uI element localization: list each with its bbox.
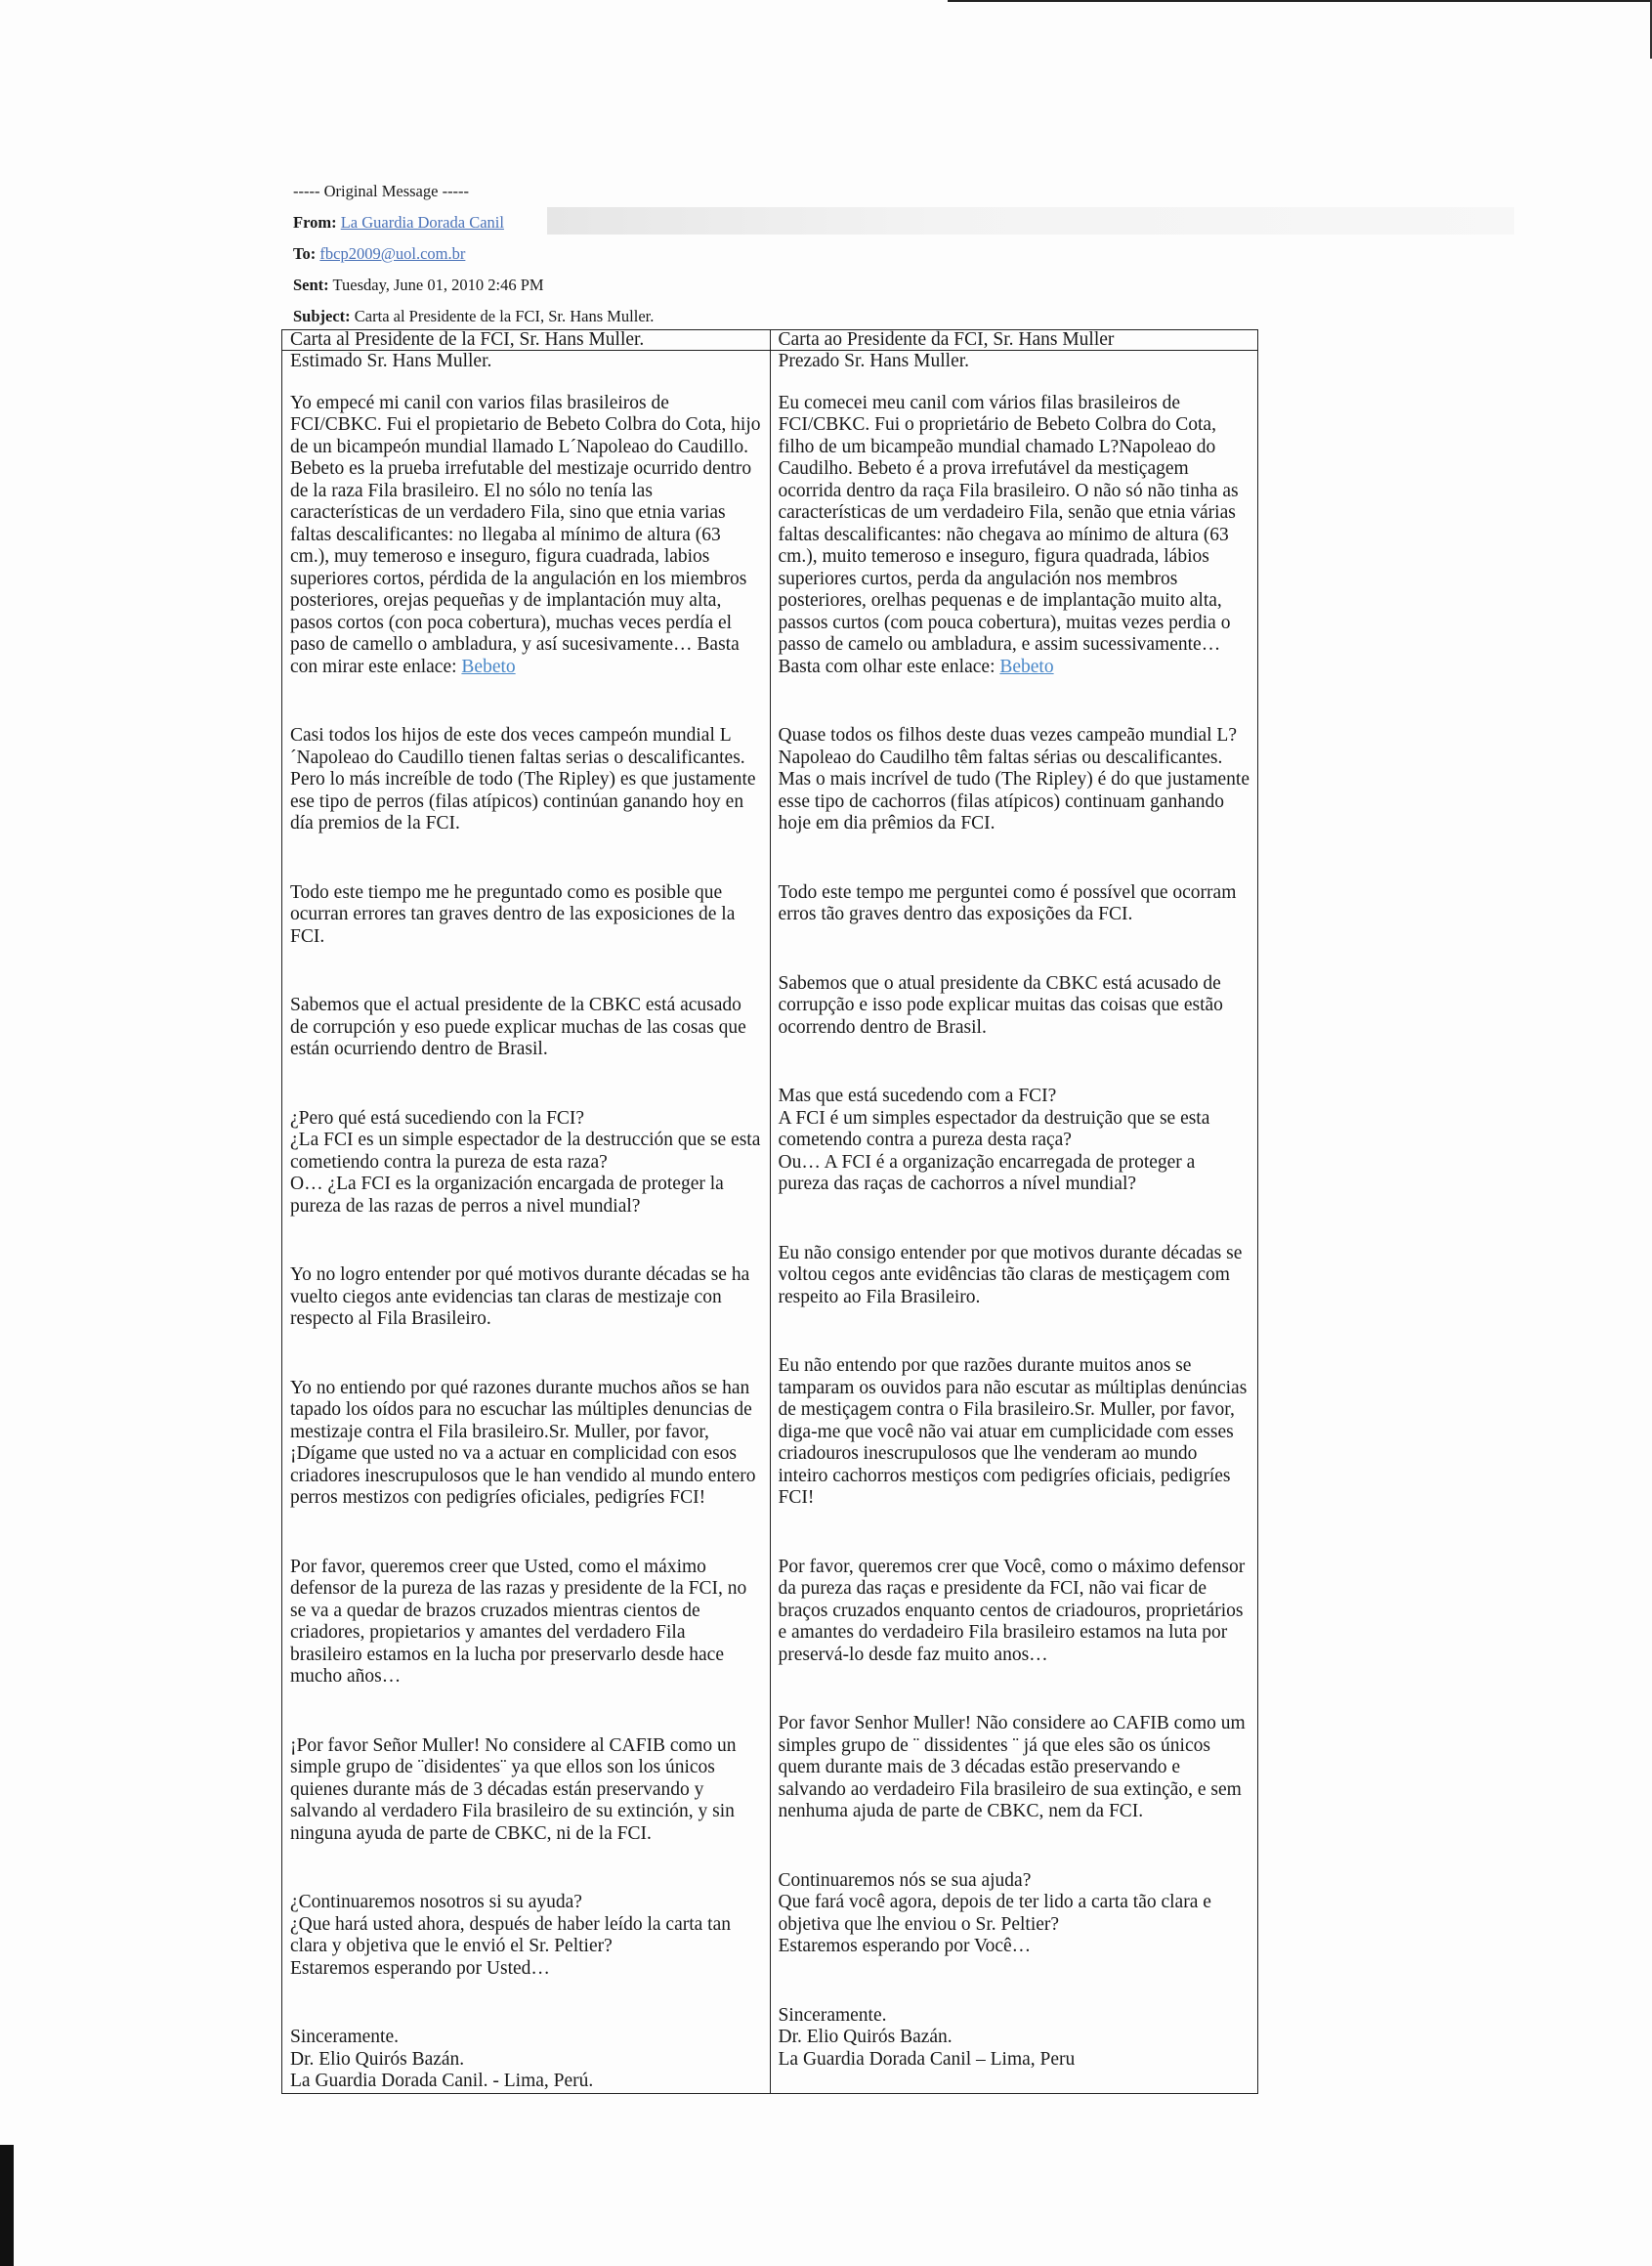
signature-pt-line-1: Sinceramente. [778, 2004, 887, 2026]
original-message-separator: ----- Original Message ----- [293, 182, 470, 200]
paragraph-es-10-line-2: ¿Que hará usted ahora, después de haber leído la carta tan clara y objetiva que le envió el Sr. Peltier? [290, 1913, 731, 1956]
bebeto-link-es[interactable]: Bebeto [461, 656, 516, 677]
paragraph-pt-1 [779, 393, 1250, 679]
paragraph-es-8: Por favor, queremos creer que Usted, como el máximo defensor de la pureza de las razas y presidente de la FCI, no se va a quedar de brazos cruzados mientras cientos de criadores, propietarios y amantes del verdadero Fila brasileiro estamos en la lucha por preservarlo desde hace mucho años… [290, 1556, 747, 1687]
bebeto-link-pt[interactable]: Bebeto [999, 656, 1054, 677]
paragraph-es-5-line-1: ¿Pero qué está sucediendo con la FCI? [290, 1107, 585, 1129]
paragraph-pt-5-line-2: A FCI é um simples espectador da destruição que se esta cometendo contra a pureza desta raça? [778, 1107, 1210, 1150]
paragraph-es-6: Yo no logro entender por qué motivos durante décadas se ha vuelto ciegos ante evidencias tan claras de mestizaje con respecto al Fila Brasileiro. [290, 1264, 750, 1329]
paragraph-pt-3: Todo este tempo me perguntei como é possível que ocorram erros tão graves dentro das exposições da FCI. [778, 881, 1237, 924]
letter-title-row [282, 330, 1258, 351]
paragraph-pt-8: Por favor, queremos crer que Você, como o máximo defensor da pureza das raças e presidente da FCI, não vai ficar de braços cruzados enquanto centos de criadouros, proprietários e amantes do verdadeiro Fila brasileiro estamos na luta por preservá-lo desde faz muito anos… [778, 1556, 1246, 1665]
letter-title-es: Carta al Presidente de la FCI, Sr. Hans Muller. [282, 330, 771, 351]
letter-body-row [282, 351, 1258, 2094]
subject-label: Subject: [293, 307, 351, 325]
paragraph-es-4: Sabemos que el actual presidente de la CBKC está acusado de corrupción y eso puede explicar muchas de las cosas que están ocurriendo dentro de Brasil. [290, 995, 746, 1059]
scan-edge-top [948, 0, 1651, 2]
letter-table [281, 329, 1258, 2094]
signature-es-line-2: Dr. Elio Quirós Bazán. [290, 2048, 465, 2070]
signature-pt-line-2: Dr. Elio Quirós Bazán. [778, 2027, 953, 2047]
paragraph-pt-9: Por favor Senhor Muller! Não considere ao CAFIB como um simples grupo de ¨ dissidentes ¨ já que eles são os únicos quem durante mais de 3 décadas estão preservando e salvando ao verdadeiro Fila brasileiro de sua extinção, e sem nenhuma ajuda de parte de CBKC, nem da FCI. [778, 1713, 1246, 1821]
letter-body-es [282, 351, 771, 2094]
paragraph-es-10-line-3: Estaremos esperando por Usted… [290, 1957, 550, 1979]
signature-pt [779, 2005, 1250, 2072]
paragraph-pt-10-line-3: Estaremos esperando por Você… [778, 1936, 1032, 1956]
paragraph-es-5-line-3: O… ¿La FCI es la organización encargada de proteger la pureza de las razas de perros a nivel mundial? [290, 1174, 724, 1217]
letter-title-pt: Carta ao Presidente da FCI, Sr. Hans Muller [770, 330, 1258, 351]
signature-es-line-3: La Guardia Dorada Canil. - Lima, Perú. [290, 2071, 594, 2091]
paragraph-es-2: Casi todos los hijos de este dos veces campeón mundial L´Napoleao do Caudillo tienen faltas serias o descalificantes. Pero lo más increíble de todo (The Ripley) es que justamente ese tipo de perros (filas atípicos) continúan ganando hoy en día premios de la FCI. [290, 725, 756, 834]
paragraph-es-1-text: Yo empecé mi canil con varios filas brasileiros de FCI/CBKC. Fui el propietario de Bebeto Colbra do Cota, hijo de un bicampeón mundial llamado L´Napoleao do Caudillo. Bebeto es la prueba irrefutable del mestizaje ocurrido dentro de la raza Fila brasileiro. El no sólo no tenía las características de un verdadero Fila, sino que etnia varias faltas descalificantes: no llegaba al mínimo de altura (63 cm.), muy temeroso e inseguro, figura cuadrada, labios superiores cortos, pérdida de la angulación en los miembros posteriores, orejas pequeñas y de implantación muy alta, pasos cortos (con poca cobertura), muchas veces perdía el paso de camello o ambladura, y así sucesivamente… Basta con mirar este enlace: [290, 392, 761, 677]
paragraph-pt-10-line-1: Continuaremos nós se sua ajuda? [778, 1869, 1032, 1891]
paragraph-pt-4: Sabemos que o atual presidente da CBKC está acusado de corrupção e isso pode explicar muitas das coisas que estão ocorrendo dentro de Brasil. [778, 972, 1223, 1038]
paragraph-es-1 [290, 393, 762, 679]
to-link[interactable]: fbcp2009@uol.com.br [319, 244, 466, 263]
scan-edge-bottom [0, 2145, 14, 2266]
paragraph-es-5-line-2: ¿La FCI es un simple espectador de la destrucción que se esta cometiendo contra la pureza de esta raza? [290, 1130, 761, 1173]
from-link[interactable]: La Guardia Dorada Canil [340, 213, 504, 232]
paragraph-es-10 [290, 1892, 762, 1980]
paragraph-pt-5 [779, 1086, 1250, 1196]
to-label: To: [293, 244, 317, 263]
paragraph-pt-5-line-3: Ou… A FCI é a organização encarregada de proteger a pureza das raças de cachorros a nível mundial? [778, 1151, 1196, 1194]
paragraph-es-3: Todo este tiempo me he preguntado como es posible que ocurran errores tan graves dentro de las exposiciones de la FCI. [290, 881, 736, 947]
paragraph-pt-2: Quase todos os filhos deste duas vezes campeão mundial L?Napoleao do Caudilho têm faltas sérias ou descalificantes. Mas o mais incrível de tudo (The Ripley) é do que justamente esse tipo de cachorros (filas atípicos) continuam ganhando hoje em dia prêmios da FCI. [778, 725, 1250, 834]
paragraph-es-7: Yo no entiendo por qué razones durante muchos años se han tapado los oídos para no escuchar las múltiples denuncias de mestizaje contra el Fila brasileiro.Sr. Muller, por favor, ¡Dígame que usted no va a actuar en complicidad con esos criadores inescrupulosos que le han vendido al mundo entero perros mestizos con pedigríes oficiales, pedigríes FCI! [290, 1377, 756, 1508]
email-header [293, 176, 1172, 332]
subject-value: Carta al Presidente de la FCI, Sr. Hans Muller. [354, 307, 655, 325]
signature-es-line-1: Sinceramente. [290, 2027, 399, 2047]
from-row [293, 207, 1172, 238]
paragraph-es-5 [290, 1108, 762, 1219]
signature-es [290, 2027, 762, 2093]
sent-label: Sent: [293, 276, 329, 294]
paragraph-pt-10-line-2: Que fará você agora, depois de ter lido a carta tão clara e objetiva que lhe enviou o Sr. Peltier? [778, 1892, 1211, 1935]
greeting-es: Estimado Sr. Hans Muller. [290, 351, 492, 371]
paragraph-es-9: ¡Por favor Señor Muller! No considere al CAFIB como un simple grupo de ¨disidentes¨ ya que ellos son los únicos quienes durante más de 3 décadas están preservando y salvando al verdadero Fila brasileiro de su extinción, y sin ninguna ayuda de parte de CBKC, ni de la FCI. [290, 1734, 737, 1844]
paragraph-pt-1-text: Eu comecei meu canil com vários filas brasileiros de FCI/CBKC. Fui o proprietário de Bebeto Colbra do Cota, filho de um bicampeão mundial chamado L?Napoleao do Caudilho. Bebeto é a prova irrefutável da mestiçagem ocorrida dentro da raça Fila brasileiro. O não só não tinha as características de um verdadeiro Fila, senão que etnia várias faltas descalificantes: não chegava ao mínimo de altura (63 cm.), muito temeroso e inseguro, figura quadrada, lábios superiores curtos, perda da angulación nos membros posteriores, orelhas pequenas e de implantação muito alta, passos curtos (com pouca cobertura), muitas vezes perdia o passo de camelo ou ambladura, e assim sucessivamente… Basta com olhar este enlace: [778, 392, 1239, 677]
paragraph-pt-10 [779, 1870, 1250, 1958]
sent-row [293, 270, 1172, 301]
to-row [293, 238, 1172, 270]
letter-body-pt [770, 351, 1258, 2094]
paragraph-pt-7: Eu não entendo por que razões durante muitos anos se tamparam os ouvidos para não escutar as múltiplas denúncias de mestiçagem contra o Fila brasileiro.Sr. Muller, por favor, diga-me que você não vai atuar em cumplicidade com esses criadouros inescrupulosos que lhe venderam ao mundo inteiro cachorros mestiços com pedigríes oficiais, pedigríes FCI! [778, 1355, 1248, 1508]
signature-pt-line-3: La Guardia Dorada Canil – Lima, Peru [778, 2048, 1076, 2070]
subject-row [293, 301, 1172, 332]
paragraph-pt-5-line-1: Mas que está sucedendo com a FCI? [778, 1086, 1057, 1106]
greeting-pt: Prezado Sr. Hans Muller. [778, 351, 970, 371]
from-label: From: [293, 213, 337, 232]
paragraph-pt-6: Eu não consigo entender por que motivos durante décadas se voltou cegos ante evidências tão claras de mestiçagem com respeito ao Fila Brasileiro. [778, 1242, 1243, 1307]
paragraph-es-10-line-1: ¿Continuaremos nosotros si su ayuda? [290, 1892, 582, 1912]
sent-value: Tuesday, June 01, 2010 2:46 PM [332, 276, 544, 294]
